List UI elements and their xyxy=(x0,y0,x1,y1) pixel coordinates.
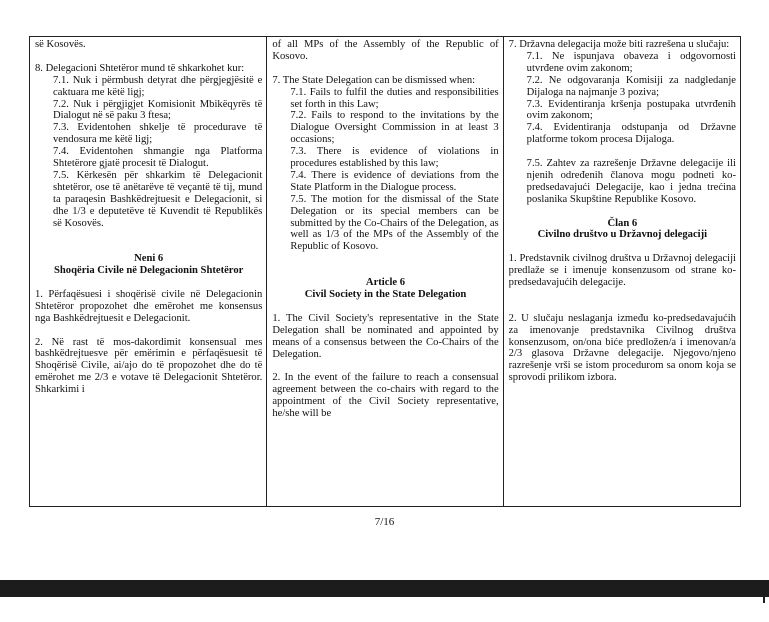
section-heading: Član 6 xyxy=(607,217,638,229)
sub-clause: 7.4. There is evidence of deviations from the State Platform in the Dialogue process. xyxy=(290,169,499,193)
paragraph-spacer xyxy=(509,301,736,313)
sub-clause: 7.5. The motion for the dismissal of the State Delegation or its special members can be submitted by the Co-Chairs of the Delegation, as well as 1/3 of the MPs of the Assembly of the Republic of Kosovo. xyxy=(290,193,499,253)
sub-clause: 7.3. Evidentohen shkelje të procedurave të vendosura me këtë ligj; xyxy=(53,122,263,146)
paragraph-spacer xyxy=(35,325,262,337)
scroll-indicator xyxy=(763,595,765,603)
paragraph: 1. Predstavnik civilnog društva u Državnoj delegaciji predlaže se i imenuje konsenzusom od strane ko-predsedavajućih delegacije. xyxy=(508,253,736,289)
paragraph-spacer xyxy=(509,289,736,301)
paragraph-spacer xyxy=(35,241,262,253)
sub-clause: 7.3. There is evidence of violations in procedures established by this law; xyxy=(290,146,499,170)
paragraph-spacer xyxy=(272,265,498,277)
paragraph-spacer xyxy=(509,206,736,218)
sub-clause: 7.5. Kërkesën për shkarkim të Delegacionit shtetëror, ose të anëtarëve të veçantë të tij, mund ta paraqesin Bashkëdrejtuesit e Delegacionit, si dhe 1/3 e deputetëve të Kuvendit të Republikës së Kosovës. xyxy=(53,169,263,229)
paragraph: 7. The State Delegation can be dismissed when: xyxy=(272,74,476,86)
sub-clause: 7.4. Evidentohen shmangie nga Platforma Shtetërore gjatë procesit të Dialogut. xyxy=(53,146,263,170)
column-serbian xyxy=(503,37,740,506)
paragraph: of all MPs of the Assembly of the Republic of Kosovo. xyxy=(272,39,499,62)
paragraph-spacer xyxy=(35,51,262,63)
sub-clause: 7.1. Fails to fulfil the duties and responsibilities set forth in this Law; xyxy=(290,86,499,110)
paragraph-spacer xyxy=(272,63,498,75)
page-number: 7/16 xyxy=(374,516,395,528)
paragraph: 1. Përfaqësuesi i shoqërisë civile në Delegacionin Shtetëror propozohet dhe emërohet me konsensus nga Bashkëdrejtuesit e Delegacionit. xyxy=(35,288,263,324)
paragraph-spacer xyxy=(509,146,736,158)
paragraph: 8. Delegacioni Shtetëror mund të shkarkohet kur: xyxy=(35,62,245,74)
sub-clause: 7.2. Nuk i përgjigjet Komisionit Mbikëqyrës të Dialogut në së paku 3 ftesa; xyxy=(53,98,263,122)
section-heading: Civil Society in the State Delegation xyxy=(304,288,467,300)
paragraph-spacer xyxy=(272,253,498,265)
paragraph: 2. Në rast të mos-dakordimit konsensual mes bashkëdrejtuesve për emërimin e përfaqësuesit të Shoqërisë Civile, ai/ajo do të propozohet dhe do të emërohet me 2/3 e votave të Delegacionit Shtetëror. Shkarkimi i xyxy=(35,336,263,396)
section-heading: Neni 6 xyxy=(134,253,164,265)
paragraph-spacer xyxy=(35,229,262,241)
paragraph-spacer xyxy=(272,301,498,313)
sub-clause: 7.1. Ne ispunjava obaveza i odgovornosti utvrđene ovim zakonom; xyxy=(526,50,736,74)
sub-clause: 7.2. Fails to respond to the invitations by the Dialogue Oversight Commission in at least 3 occasions; xyxy=(290,110,499,146)
sub-clause: 7.4. Evidentiranja odstupanja od Državne platforme tokom procesa Dijaloga. xyxy=(526,122,736,146)
section-heading: Civilno društvo u Državnoj delegaciji xyxy=(537,229,708,241)
sub-clause: 7.1. Nuk i përmbush detyrat dhe përgjegjësitë e caktuara me këtë ligj; xyxy=(53,74,263,98)
viewer-bottom-bar xyxy=(0,580,769,597)
paragraph-spacer xyxy=(272,360,498,372)
paragraph: 7. Državna delegacija može biti razrešena u slučaju: xyxy=(508,39,730,50)
column-english xyxy=(266,37,502,506)
section-heading: Article 6 xyxy=(365,277,406,289)
paragraph: 2. U slučaju neslaganja između ko-predsedavajućih za imenovanje predstavnika Civilnog društva konsenzusom, on/ona biće predložen/a i imenovan/a 2/3 glasova Državne delegacije. Njegovo/njeno razrešenje vrši se istom procedurom sa onom koja se sprovodi prilikom izbora. xyxy=(508,312,736,384)
sub-clause: 7.5. Zahtev za razrešenje Državne delegacije ili njenih određenih članova mogu podneti ko-predsedavajući Delegacije, kao i jedna trećina poslanika Skupštine Republike Kosovo. xyxy=(526,158,736,205)
paragraph: 2. In the event of the failure to reach a consensual agreement between the co-chairs with regard to the appointment of the Civil Society representative, he/she will be xyxy=(272,372,499,420)
paragraph: 1. The Civil Society's representative in the State Delegation shall be nominated and appointed by means of a consensus between the Co-Chairs of the Delegation. xyxy=(272,312,499,360)
section-heading: Shoqëria Civile në Delegacionin Shtetëror xyxy=(54,265,244,277)
paragraph: së Kosovës. xyxy=(35,39,86,50)
sub-clause: 7.2. Ne odgovaranja Komisiji za nadgledanje Dijaloga na najmanje 3 poziva; xyxy=(526,74,736,98)
sub-clause: 7.3. Evidentiranja kršenja postupaka utvrđenih ovim zakonom; xyxy=(526,98,736,122)
paragraph-spacer xyxy=(509,241,736,253)
paragraph-spacer xyxy=(35,277,262,289)
trilingual-law-table xyxy=(29,36,741,507)
column-albanian xyxy=(30,37,266,506)
